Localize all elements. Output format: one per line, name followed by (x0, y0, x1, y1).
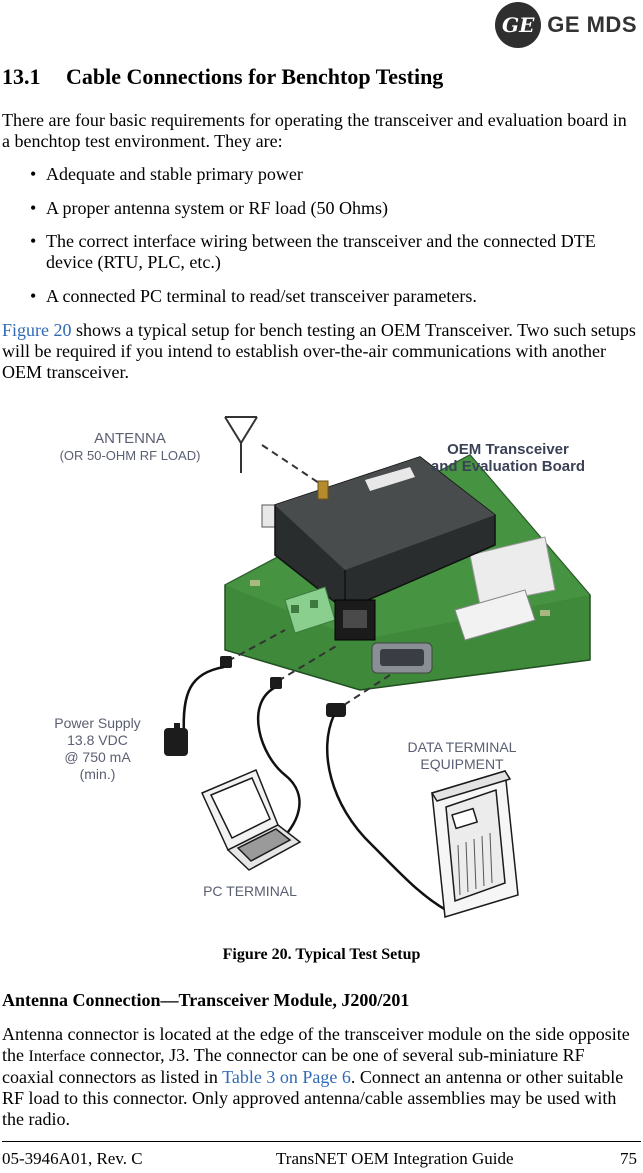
antenna-label-line2: (OR 50-OHM RF LOAD) (59, 448, 201, 463)
interface-term: Interface (28, 1048, 86, 1065)
dte-label (392, 739, 532, 773)
bullet-text: A proper antenna system or RF load (50 Ohms) (46, 198, 388, 218)
list-item (30, 286, 636, 307)
power-label-line4: (min.) (79, 766, 116, 782)
antenna-cable-dashed (262, 445, 325, 487)
ge-monogram-icon: GE (495, 2, 541, 48)
antenna-label-line1: ANTENNA (94, 430, 166, 447)
laptop-icon (202, 770, 300, 870)
list-item (30, 198, 636, 219)
figure-reference-paragraph (2, 320, 636, 383)
paragraph-text: Antenna connector is located at the edge of the transceiver module on the side opposite the (2, 1024, 630, 1065)
section-title: Cable Connections for Benchtop Testing (66, 64, 444, 89)
antenna-connector (318, 481, 328, 499)
test-setup-illustration (0, 405, 643, 935)
bullet-dot: • (30, 164, 37, 184)
dte-enclosure-icon (432, 771, 518, 917)
bullet-text: A connected PC terminal to read/set transceiver parameters. (46, 286, 477, 306)
test-setup-figure (0, 405, 643, 935)
board-label-line1: OEM Transceiver (447, 441, 569, 458)
table-3-link[interactable]: Table 3 on Page 6 (222, 1067, 351, 1087)
dte-label-line1: DATA TERMINAL (407, 739, 517, 755)
footer-divider (2, 1141, 641, 1142)
board-label (418, 441, 598, 475)
db9-connector (372, 643, 432, 673)
antenna-paragraph (2, 1024, 636, 1130)
section-heading (2, 64, 443, 90)
rj11-plug (270, 677, 282, 689)
bullet-dot: • (30, 198, 37, 218)
ge-mds-logo (495, 2, 637, 48)
rj11-jack (335, 600, 375, 640)
bullet-dot: • (30, 231, 37, 251)
footer-page-number: 75 (620, 1149, 637, 1168)
bullet-dot: • (30, 286, 37, 306)
paragraph-text: . Connect an antenna or other suitable RF load to this connector. Only approved antenna/cable assemblies may be used with the radio. (2, 1067, 624, 1129)
figure-caption: Figure 20. Typical Test Setup (222, 946, 421, 963)
footer-doc-number: 05-3946A01, Rev. C (2, 1149, 143, 1168)
bullet-text: The correct interface wiring between the transceiver and the connected DTE device (RTU, PLC, etc.) (46, 231, 596, 272)
intro-paragraph: There are four basic requirements for operating the transceiver and evaluation board in a benchtop test environment. They are: (2, 110, 627, 151)
antenna-label (40, 430, 220, 464)
figure-20-link[interactable]: Figure 20 (2, 320, 72, 340)
footer-guide-title: TransNET OEM Integration Guide (276, 1149, 514, 1168)
bullet-text: Adequate and stable primary power (46, 164, 303, 184)
logo-text: GE MDS (547, 12, 637, 37)
power-label-line2: 13.8 VDC (67, 732, 128, 748)
power-label-line3: @ 750 mA (64, 749, 131, 765)
dte-label-line2: EQUIPMENT (420, 756, 504, 772)
subsection-heading: Antenna Connection—Transceiver Module, J200/201 (2, 990, 410, 1010)
power-label-line1: Power Supply (54, 715, 141, 731)
paragraph-text: connector, J3. The connector can be one of several sub-miniature RF coaxial connectors as listed in (2, 1045, 585, 1087)
pc-terminal-label: PC TERMINAL (203, 883, 297, 899)
power-supply-label (40, 715, 155, 783)
power-cable (184, 667, 224, 735)
section-number: 13.1 (2, 64, 41, 89)
antenna-icon (225, 417, 257, 473)
board-label-line2: and Evaluation Board (430, 458, 586, 475)
list-item (30, 164, 636, 185)
paragraph-text: shows a typical setup for bench testing an OEM Transceiver. Two such setups will be required if you intend to establish over-the-air communications with another OEM transceiver. (2, 320, 636, 382)
list-item (30, 231, 636, 273)
db9-plug (326, 703, 346, 717)
